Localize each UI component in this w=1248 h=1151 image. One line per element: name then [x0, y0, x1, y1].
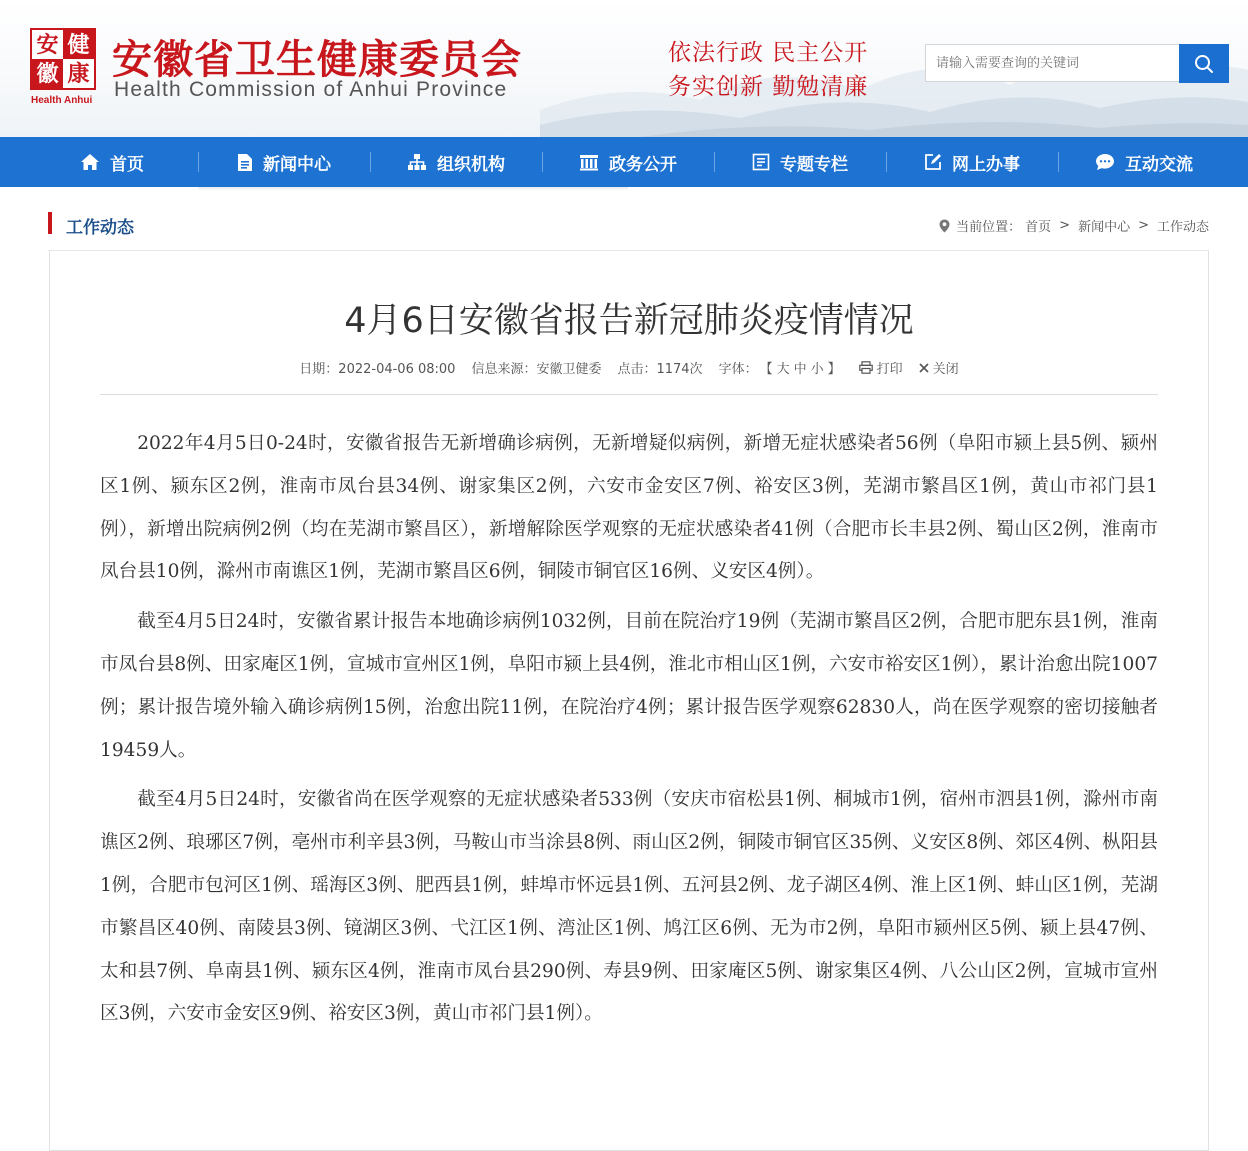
close-icon — [919, 363, 929, 373]
site-title-cn: 安徽省卫生健康委员会 — [112, 37, 522, 83]
font-size-medium-button[interactable]: 中 — [793, 362, 807, 377]
nav-item-government-affairs[interactable] — [542, 137, 714, 187]
article-paragraph: 截至4月5日24时，安徽省累计报告本地确诊病例1032例，目前在院治疗19例（芜湖市繁昌区2例，合肥市肥东县1例，淮南市凤台县8例、田家庵区1例，宣城市宣州区1例，阜阳市颍上县4例，淮北市相山区1例，六安市裕安区1例），累计治愈出院1007例；累计报告境外输入确诊病例15例，治愈出院11例，在院治疗4例；累计报告医学观察62830人，尚在医学观察的密切接触者19459人。 — [100, 611, 1158, 761]
slogan-line-1: 依法行政 民主公开 — [668, 40, 869, 66]
nav-item-label: 互动交流 — [1125, 154, 1193, 175]
nav-item-news[interactable] — [198, 137, 370, 187]
nav-item-label: 组织机构 — [437, 154, 505, 175]
logo-char: 健 — [63, 30, 94, 59]
print-label: 打印 — [876, 362, 903, 377]
chat-icon — [1095, 153, 1115, 171]
nav-dropdown-shadow — [198, 187, 628, 191]
logo-english-text: Health Anhui — [31, 95, 93, 106]
breadcrumb-link-news[interactable]: 新闻中心 — [1078, 220, 1131, 235]
nav-item-special-topics[interactable] — [714, 137, 886, 187]
article-body — [100, 423, 1158, 1043]
article-meta — [0, 358, 1248, 377]
article-source: 信息来源：安徽卫健委 — [471, 362, 602, 377]
search-input[interactable] — [925, 44, 1181, 82]
breadcrumb-separator: > — [1059, 218, 1071, 233]
home-icon — [80, 153, 100, 171]
building-icon — [579, 153, 599, 171]
close-label: 关闭 — [932, 362, 959, 377]
main-nav — [0, 137, 1248, 187]
breadcrumb-link-current[interactable]: 工作动态 — [1156, 220, 1209, 235]
list-icon — [752, 153, 770, 171]
nav-item-label: 政务公开 — [609, 154, 677, 175]
print-icon — [859, 361, 873, 374]
article-divider — [100, 394, 1158, 395]
article-clicks: 点击：1174次 — [617, 362, 703, 377]
document-icon — [237, 153, 253, 172]
nav-item-interaction[interactable] — [1058, 137, 1230, 187]
print-button[interactable] — [859, 358, 903, 377]
nav-item-label: 新闻中心 — [263, 154, 331, 175]
section-title: 工作动态 — [66, 218, 134, 238]
nav-item-label: 网上办事 — [952, 154, 1020, 175]
breadcrumb-link-home[interactable]: 首页 — [1025, 220, 1052, 235]
breadcrumb-prefix: 当前位置： — [956, 220, 1022, 235]
bracket-open: 【 — [759, 362, 773, 377]
slogan-line-2: 务实创新 勤勉清廉 — [668, 74, 869, 100]
edit-icon — [924, 153, 942, 171]
font-size-small-button[interactable]: 小 — [810, 362, 824, 377]
close-button[interactable] — [919, 358, 959, 377]
search-button[interactable] — [1179, 44, 1229, 83]
org-chart-icon — [407, 153, 427, 171]
article-date: 日期：2022-04-06 08:00 — [299, 362, 456, 377]
location-pin-icon — [939, 219, 950, 233]
search-icon — [1194, 54, 1214, 74]
breadcrumb-separator: > — [1138, 218, 1149, 233]
site-title-en: Health Commission of Anhui Province — [114, 78, 508, 101]
nav-item-label: 首页 — [110, 154, 144, 175]
font-size-large-button[interactable]: 大 — [776, 362, 790, 377]
logo-char: 徽 — [32, 59, 63, 88]
article-paragraph: 2022年4月5日0-24时，安徽省报告无新增确诊病例，无新增疑似病例，新增无症状感染者56例（阜阳市颍上县5例、颍州区1例、颍东区2例，淮南市凤台县34例、谢家集区2例，六安市金安区7例、裕安区3例，芜湖市繁昌区1例，黄山市祁门县1例），新增出院病例2例（均在芜湖市繁昌区），新增解除医学观察的无症状感染者41例（合肥市长丰县2例、蜀山区2例，淮南市凤台县10例，滁州市南谯区1例，芜湖市繁昌区6例，铜陵市铜官区16例、义安区4例）。 — [100, 433, 1158, 583]
nav-item-home[interactable] — [26, 137, 198, 187]
logo-char: 康 — [63, 59, 94, 88]
font-size-label: 字体： — [718, 362, 758, 377]
site-logo[interactable] — [30, 28, 96, 90]
nav-item-label: 专题专栏 — [780, 154, 848, 175]
nav-item-online-services[interactable] — [886, 137, 1058, 187]
bracket-close: 】 — [827, 362, 841, 377]
article-paragraph: 截至4月5日24时，安徽省尚在医学观察的无症状感染者533例（安庆市宿松县1例、桐城市1例，宿州市泗县1例，滁州市南谯区2例、琅琊区7例，亳州市利辛县3例，马鞍山市当涂县8例、雨山区2例，铜陵市铜官区35例、义安区8例、郊区4例、枞阳县1例，合肥市包河区1例、瑶海区3例、肥西县1例，蚌埠市怀远县1例、五河县2例、龙子湖区4例、淮上区1例、蚌山区1例，芜湖市繁昌区40例、南陵县3例、镜湖区3例、弋江区1例、湾沚区1例、鸠江区6例、无为市2例，阜阳市颍州区5例、颍上县47例、太和县7例、阜南县1例、颍东区4例，淮南市凤台县290例、寿县9例、田家庵区5例、谢家集区4例、八公山区2例，宣城市宣州区3例，六安市金安区9例、裕安区3例，黄山市祁门县1例）。 — [100, 789, 1158, 1025]
article-title: 4月6日安徽省报告新冠肺炎疫情情况 — [344, 301, 914, 341]
font-size-selector — [719, 358, 843, 377]
nav-item-organization[interactable] — [370, 137, 542, 187]
site-header — [0, 0, 1248, 137]
breadcrumb — [939, 216, 1209, 235]
section-accent-bar — [48, 212, 52, 234]
logo-char: 安 — [32, 30, 63, 59]
